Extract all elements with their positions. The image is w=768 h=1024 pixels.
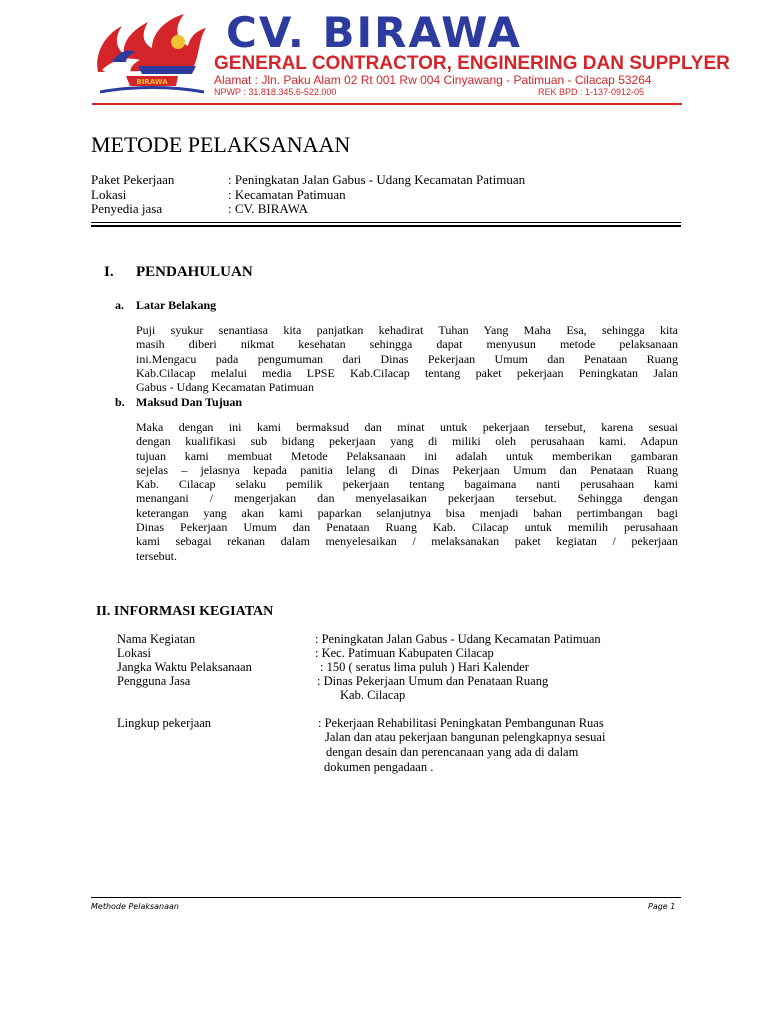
info-value-pengguna: : Dinas Pekerjaan Umum dan Penataan Ruang [317, 674, 549, 688]
logo-text: BIRAWA [136, 78, 168, 86]
meta-label-paket: Paket Pekerjaan [91, 172, 175, 187]
paragraph-line: masih diberi nikmat kesehatan sehingga dapat menyusun metode pelaksanaan [136, 337, 678, 352]
meta-value-penyedia: : CV. BIRAWA [228, 201, 308, 216]
info-label-jangka: Jangka Waktu Pelaksanaan [117, 660, 252, 674]
info-value-jangka: : 150 ( seratus lima puluh ) Hari Kalender [320, 660, 529, 674]
info-label-lingkup: Lingkup pekerjaan [117, 716, 212, 730]
paragraph-line: dengan kualifikasi sub bidang pekerjaan yang di miliki oleh perusahaan kami. Adapun [136, 434, 678, 449]
info-label-pengguna: Pengguna Jasa [117, 674, 191, 688]
paragraph-line: Kab.Cilacap melalui media LPSE Kab.Cilacap tentang paket pekerjaan Peningkatan Jalan [136, 365, 678, 380]
company-name: CV. BIRAWA [226, 8, 523, 57]
sub-b-letter: b. [115, 395, 125, 409]
tax-bank-row [214, 87, 684, 101]
footer-divider [91, 897, 681, 898]
info-value-pengguna-line2: Kab. Cilacap [340, 688, 406, 702]
company-tagline: GENERAL CONTRACTOR, ENGINERING DAN SUPPLYER [214, 53, 730, 74]
info-label-lokasi: Lokasi [117, 646, 152, 660]
info-value-lokasi: : Kec. Patimuan Kabupaten Cilacap [315, 646, 494, 660]
company-address: Alamat : Jln. Paku Alam 02 Rt 001 Rw 004 Cinyawang - Patimuan - Cilacap 53264 [214, 73, 652, 87]
info-label-nama: Nama Kegiatan [117, 632, 196, 646]
paragraph-line: Maka dengan ini kami bermaksud dan minat untuk pekerjaan tersebut, karena sesuai [136, 420, 678, 434]
npwp-number: NPWP : 31.818.345.6-522.000 [214, 87, 337, 97]
info-value-nama: : Peningkatan Jalan Gabus - Udang Kecamatan Patimuan [315, 632, 601, 646]
meta-value-lokasi: : Kecamatan Patimuan [228, 187, 346, 202]
lingkup-line: Jalan dan atau pekerjaan bangunan pelengkapnya sesuai [325, 730, 606, 744]
lingkup-line: dokumen pengadaan . [324, 760, 434, 774]
footer-page-number: Page 1 [648, 902, 676, 911]
title-divider-thin [91, 222, 681, 223]
maksud-tujuan-paragraph [136, 420, 678, 563]
paragraph-line: keterangan yang akan kami paparkan selanjutnya bisa menjadi bahan pertimbangan bagi [136, 505, 678, 520]
section1-heading: PENDAHULUAN [136, 264, 253, 280]
paragraph-line: Dinas Pekerjaan Umum dan Penataan Ruang Kab. Cilacap untuk memilih perusahaan [136, 520, 678, 535]
section2-heading: II. INFORMASI KEGIATAN [96, 604, 274, 619]
sub-a-title: Latar Belakang [136, 298, 217, 312]
lingkup-line: : Pekerjaan Rehabilitasi Peningkatan Pembangunan Ruas [318, 716, 604, 730]
paragraph-line: kami sebagai rekanan dalam menyelesaikan / melaksanakan paket kegiatan / pekerjaan [136, 534, 678, 549]
paragraph-line: menangani / mengerjakan dan menyelasaikan pekerjaan tersebut. Sehingga dengan [136, 491, 678, 506]
lingkup-line: dengan desain dan perencanaan yang ada di dalam [326, 745, 579, 759]
sub-b-title: Maksud Dan Tujuan [136, 395, 243, 409]
company-logo [92, 12, 208, 98]
paragraph-line: sejelas – jelasnya kepada panitia lelang di Dinas Pekerjaan Umum dan Penataan Ruang [136, 462, 678, 477]
meta-value-paket: : Peningkatan Jalan Gabus - Udang Kecamatan Patimuan [228, 172, 526, 187]
meta-label-penyedia: Penyedia jasa [91, 201, 163, 216]
latar-belakang-paragraph [136, 323, 678, 394]
meta-label-lokasi: Lokasi [91, 187, 127, 202]
paragraph-line: tersebut. [136, 548, 177, 563]
title-divider-thick [91, 225, 681, 227]
bank-account: REK BPD : 1-137-0912-05 [538, 87, 645, 97]
section1-numeral: I. [104, 264, 114, 280]
letterhead-divider [92, 103, 682, 105]
paragraph-line: ini.Mengacu pada pengumuman dari Dinas Pekerjaan Umum dan Penataan Ruang [136, 351, 678, 366]
paragraph-line: Kab. Cilacap selaku pemilik pekerjaan tentang bagaimana nanti perusahaan kami [136, 477, 678, 492]
paragraph-line: Gabus - Udang Kecamatan Patimuan [136, 380, 314, 395]
document-title: METODE PELAKSANAAN [91, 132, 351, 157]
sub-a-letter: a. [115, 298, 124, 312]
footer-document-name: Methode Pelaksanaan [91, 902, 179, 911]
paragraph-line: Puji syukur senantiasa kita panjatkan kehadirat Tuhan Yang Maha Esa, sehingga kita [136, 323, 678, 337]
paragraph-line: tujuan kami membuat Metode Pelaksanaan ini adalah untuk memberikan gambaran [136, 448, 678, 463]
